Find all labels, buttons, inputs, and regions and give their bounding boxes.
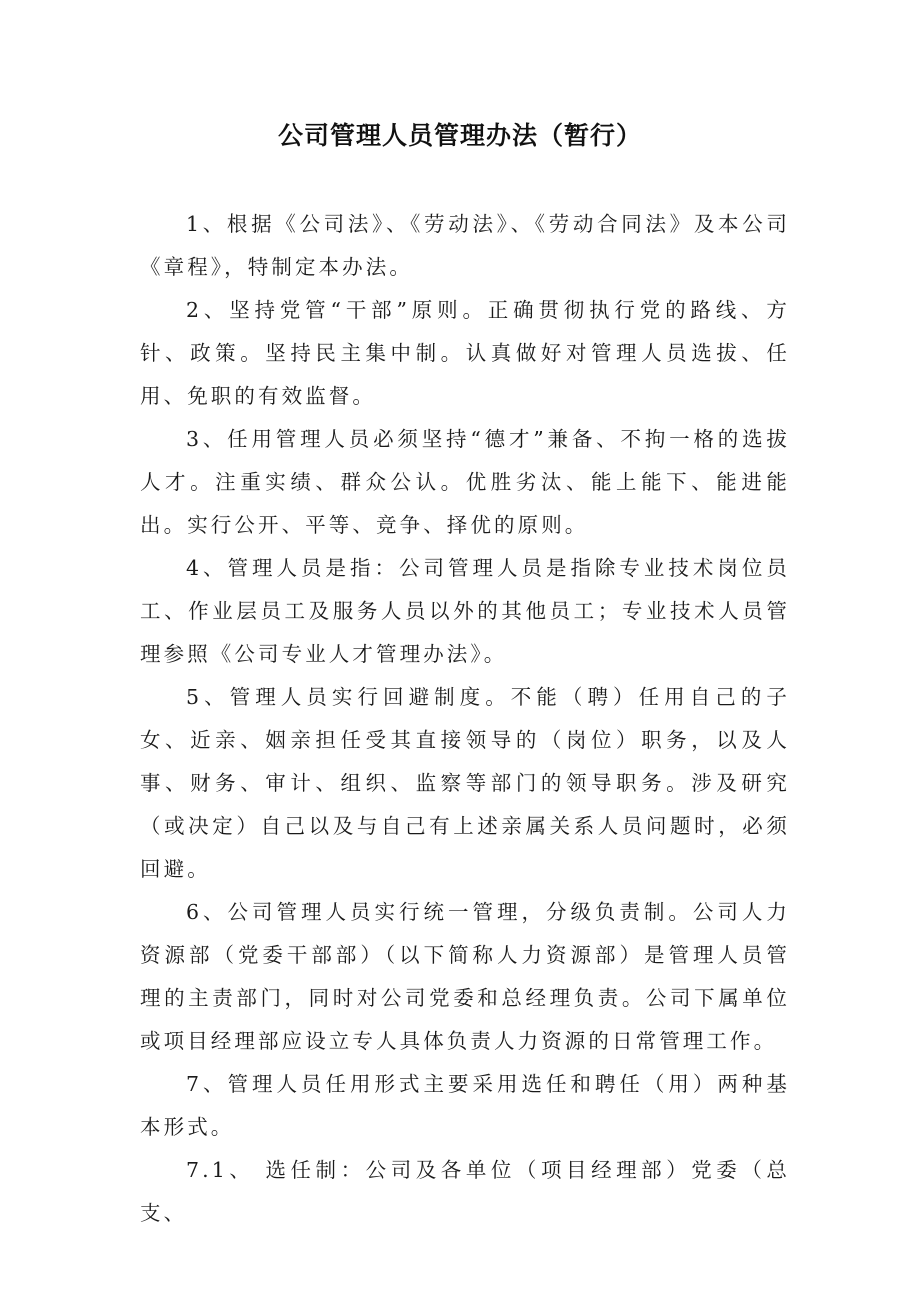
document-title: 公司管理人员管理办法（暂行） <box>277 121 642 150</box>
paragraph-7-1: 7.1、 选任制：公司及各单位（项目经理部）党委（总支、 <box>140 1158 790 1225</box>
paragraph-5: 5、管理人员实行回避制度。不能（聘）任用自己的子女、近亲、姻亲担任受其直接领导的（岗位）职务，以及人事、财务、审计、组织、监察等部门的领导职务。涉及研究（或决定）自己以及与自己有上述亲属关系人员问题时，必须回避。 <box>140 685 790 881</box>
document-body <box>140 203 790 1235</box>
paragraph-1: 1、根据《公司法》、《劳动法》、《劳动合同法》及本公司《章程》，特制定本办法。 <box>140 212 790 279</box>
paragraph-3: 3、任用管理人员必须坚持“德才”兼备、不拘一格的选拔人才。注重实绩、群众公认。优胜劣汰、能上能下、能进能出。实行公开、平等、竞争、择优的原则。 <box>140 427 790 537</box>
paragraph-4: 4、管理人员是指：公司管理人员是指除专业技术岗位员工、作业层员工及服务人员以外的其他员工；专业技术人员管理参照《公司专业人才管理办法》。 <box>140 556 790 666</box>
paragraph-7: 7、管理人员任用形式主要采用选任和聘任（用）两种基本形式。 <box>140 1072 790 1139</box>
paragraph-6: 6、公司管理人员实行统一管理，分级负责制。公司人力资源部（党委干部部）（以下简称人力资源部）是管理人员管理的主责部门，同时对公司党委和总经理负责。公司下属单位或项目经理部应设立专人具体负责人力资源的日常管理工作。 <box>140 900 790 1053</box>
paragraph-2: 2、坚持党管“干部”原则。正确贯彻执行党的路线、方针、政策。坚持民主集中制。认真做好对管理人员选拔、任用、免职的有效监督。 <box>140 298 790 408</box>
